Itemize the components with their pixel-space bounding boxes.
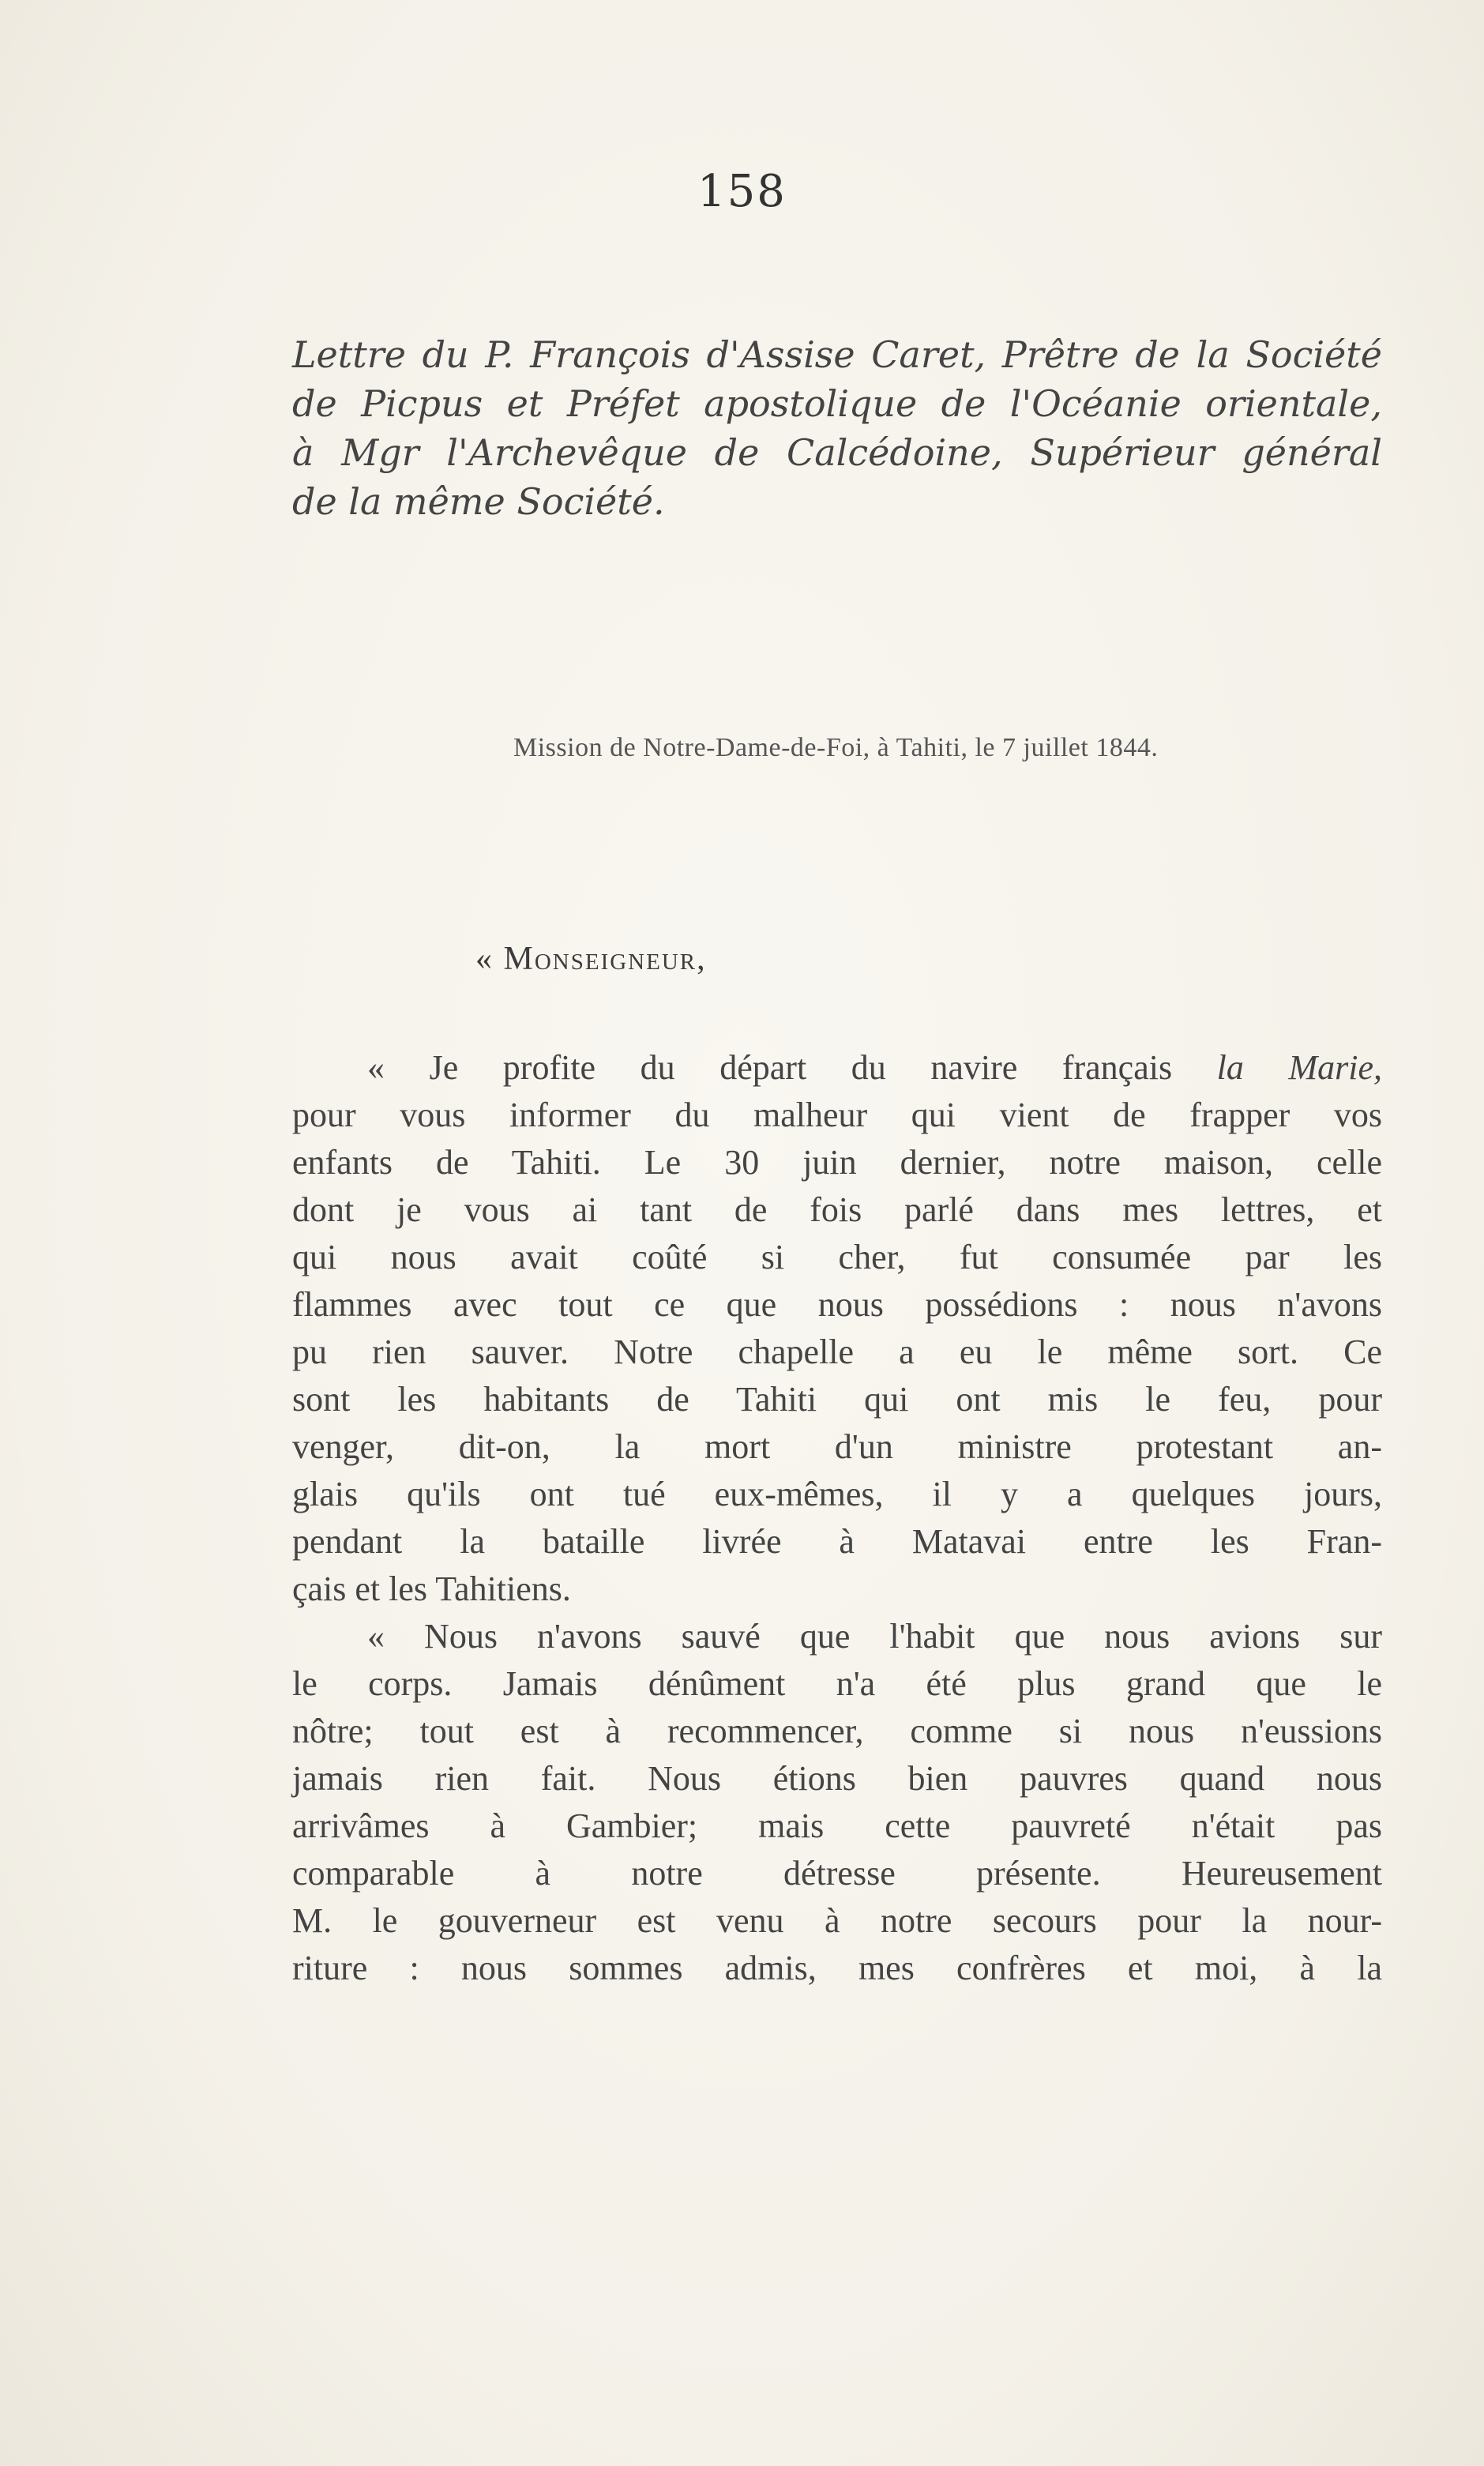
paragraph-line: M. le gouverneur est venu à notre secours pour la nour-: [292, 1901, 1382, 1940]
paragraph-line: glais qu'ils ont tué eux-mêmes, il y a quelques jours,: [292, 1475, 1382, 1513]
title-line: Lettre du P. François d'Assise Caret, Prêtre de la Société: [292, 333, 1382, 376]
paragraph-line: comparable à notre détresse présente. Heureusement: [292, 1854, 1382, 1893]
dateline: Mission de Notre-Dame-de-Foi, à Tahiti, le 7 juillet 1844.: [513, 733, 1159, 762]
paragraph-line: dont je vous ai tant de fois parlé dans mes lettres, et: [292, 1190, 1382, 1229]
paragraph-line: nôtre; tout est à recommencer, comme si nous n'eussions: [292, 1712, 1382, 1750]
paragraph-line: flammes avec tout ce que nous possédions : nous n'avons: [292, 1285, 1382, 1324]
paragraph-line: qui nous avait coûté si cher, fut consumée par les: [292, 1238, 1382, 1276]
paragraph-line: enfants de Tahiti. Le 30 juin dernier, notre maison, celle: [292, 1143, 1382, 1182]
paragraph-line: riture : nous sommes admis, mes confrères et moi, à la: [292, 1949, 1382, 1987]
letter-title: [292, 330, 1382, 526]
salutation: « Monseigneur,: [475, 941, 707, 977]
paragraph-line: « Nous n'avons sauvé que l'habit que nous avions sur: [367, 1617, 1382, 1656]
paragraph-line: [292, 1044, 1382, 1092]
ship-name: la Marie,: [1216, 1048, 1383, 1087]
paragraph-line: jamais rien fait. Nous étions bien pauvres quand nous: [292, 1759, 1382, 1798]
paragraph-text: « Je profite du départ du navire français: [367, 1048, 1217, 1087]
letter-body: [292, 1044, 1382, 1992]
paragraph-line: pu rien sauver. Notre chapelle a eu le même sort. Ce: [292, 1333, 1382, 1371]
paragraph-line: çais et les Tahitiens.: [292, 1569, 571, 1608]
title-line: de la même Société.: [292, 480, 665, 523]
paragraph-line: pendant la bataille livrée à Matavai entre les Fran-: [292, 1522, 1382, 1561]
paragraph-line: venger, dit-on, la mort d'un ministre protestant an-: [292, 1427, 1382, 1466]
title-line: à Mgr l'Archevêque de Calcédoine, Supérieur général: [292, 431, 1382, 474]
paragraph-line: le corps. Jamais dénûment n'a été plus grand que le: [292, 1664, 1382, 1703]
page-number: 158: [697, 166, 787, 217]
title-line: de Picpus et Préfet apostolique de l'Océanie orientale,: [292, 382, 1382, 425]
paragraph-line: arrivâmes à Gambier; mais cette pauvreté n'était pas: [292, 1806, 1382, 1845]
paragraph-line: sont les habitants de Tahiti qui ont mis le feu, pour: [292, 1380, 1382, 1419]
paragraph-line: pour vous informer du malheur qui vient de frapper vos: [292, 1096, 1382, 1134]
